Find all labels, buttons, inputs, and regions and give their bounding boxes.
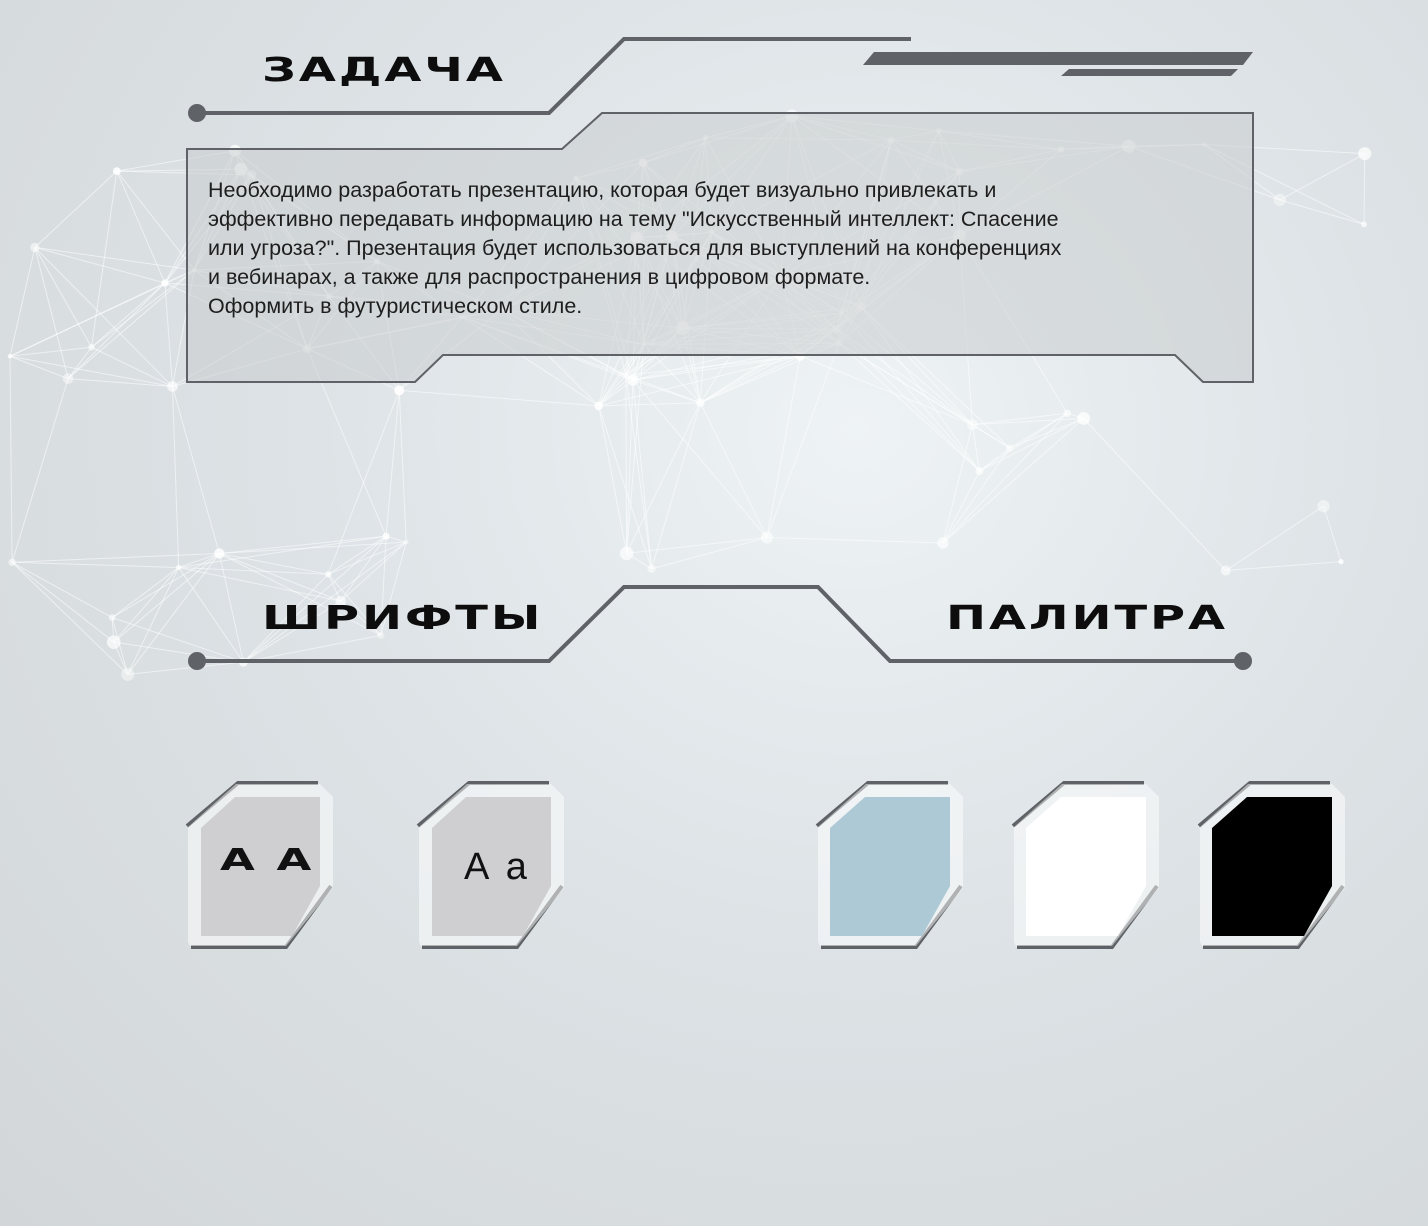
network-node [761, 532, 773, 544]
network-line [652, 538, 767, 569]
network-line [943, 413, 1067, 543]
network-node [404, 540, 409, 545]
network-line [117, 171, 165, 283]
network-line [979, 448, 1009, 471]
network-line [68, 347, 91, 378]
network-line [1084, 418, 1226, 570]
network-node [937, 537, 948, 548]
network-node [696, 399, 705, 408]
network-node [622, 372, 629, 379]
network-line [12, 379, 68, 563]
network-node [1077, 412, 1090, 425]
network-line [12, 562, 114, 642]
network-node [176, 565, 181, 570]
network-line [112, 618, 243, 662]
network-line [1324, 506, 1342, 561]
network-line [386, 390, 399, 536]
network-node [648, 565, 656, 573]
network-node [620, 547, 634, 561]
network-line [128, 567, 179, 674]
palette-chip-1 [817, 783, 963, 947]
network-line [972, 418, 1083, 424]
network-node [8, 354, 13, 359]
network-node [594, 402, 603, 411]
network-line [219, 553, 328, 574]
network-line [328, 542, 406, 574]
network-line [767, 343, 839, 537]
palette-swatch-black [1212, 797, 1332, 936]
network-line [1364, 154, 1365, 225]
network-node [1361, 221, 1367, 227]
network-node [30, 243, 39, 252]
network-line [68, 270, 194, 379]
network-line [800, 356, 972, 425]
network-line [219, 553, 340, 601]
network-node [107, 635, 121, 649]
network-node [8, 559, 15, 566]
palette-swatch-light-blue [830, 797, 950, 936]
network-node [325, 571, 331, 577]
network-line [92, 347, 173, 386]
network-node [1317, 500, 1329, 512]
network-node [975, 467, 983, 475]
network-line [399, 390, 598, 405]
task-description: Необходимо разработать презентацию, которая будет визуально привлекать и эффективно передавать информацию на тему "Искусственный интеллект: Спасение или угроза?". Презентация будет использоваться для выступлений на конференциях и вебинарах, а также для распространения в цифровом формате. Оформить в футуристическом стиле. [208, 178, 1062, 318]
network-line [179, 567, 329, 574]
network-line [92, 270, 195, 347]
network-line [599, 403, 701, 406]
network-line [1226, 506, 1324, 570]
network-node [214, 548, 224, 558]
network-node [394, 385, 404, 395]
network-line [35, 247, 165, 283]
network-line [767, 538, 943, 543]
network-line [943, 471, 980, 543]
palette-heading: ПАЛИТРА [946, 598, 1228, 637]
network-line [35, 247, 173, 386]
network-line [12, 562, 112, 617]
network-node [109, 614, 116, 621]
network-line [179, 567, 244, 662]
network-line [10, 356, 172, 386]
network-line [943, 448, 1010, 543]
font-sample-body: A a [464, 846, 531, 888]
font-sample-display: A A [220, 843, 315, 878]
network-line [112, 567, 178, 617]
network-line [599, 375, 626, 406]
network-line [68, 379, 172, 387]
network-node [161, 279, 168, 286]
network-line [114, 567, 179, 642]
network-line [12, 562, 179, 567]
network-node [383, 533, 390, 540]
fonts-heading: ШРИФТЫ [262, 598, 544, 637]
network-line [767, 356, 800, 537]
network-node [1274, 194, 1287, 207]
network-line [35, 247, 92, 347]
network-node [1006, 444, 1013, 451]
palette-chip-2 [1013, 783, 1159, 947]
network-line [165, 283, 173, 386]
network-line [35, 247, 68, 378]
network-line [10, 356, 12, 562]
network-line [112, 553, 219, 617]
network-node [1338, 559, 1343, 564]
network-line [12, 553, 219, 562]
network-line [943, 418, 1084, 543]
network-line [328, 390, 399, 574]
network-line [839, 343, 1010, 448]
network-line [92, 171, 117, 347]
network-line [626, 375, 627, 553]
network-line [652, 403, 701, 569]
network-node [167, 381, 178, 392]
network-line [839, 343, 980, 471]
network-line [10, 347, 92, 356]
palette-swatch-white [1026, 797, 1146, 936]
network-node [113, 167, 121, 175]
network-line [979, 418, 1083, 471]
network-line [172, 387, 178, 568]
network-node [63, 373, 74, 384]
network-node [121, 668, 134, 681]
network-line [35, 171, 117, 247]
network-node [1064, 410, 1071, 417]
palette-chip-3 [1199, 783, 1345, 947]
network-line [399, 390, 406, 542]
network-node [88, 344, 95, 351]
network-line [700, 403, 767, 538]
network-line [1280, 154, 1365, 200]
network-line [10, 356, 68, 378]
network-line [117, 171, 194, 270]
network-line [341, 542, 406, 601]
network-node [1221, 566, 1231, 576]
network-node [1358, 147, 1371, 160]
network-line [10, 247, 35, 356]
network-line [172, 387, 219, 554]
network-node [967, 419, 978, 430]
network-line [35, 247, 194, 270]
task-heading: ЗАДАЧА [262, 50, 506, 89]
network-line [128, 662, 244, 674]
network-line [1226, 562, 1341, 571]
